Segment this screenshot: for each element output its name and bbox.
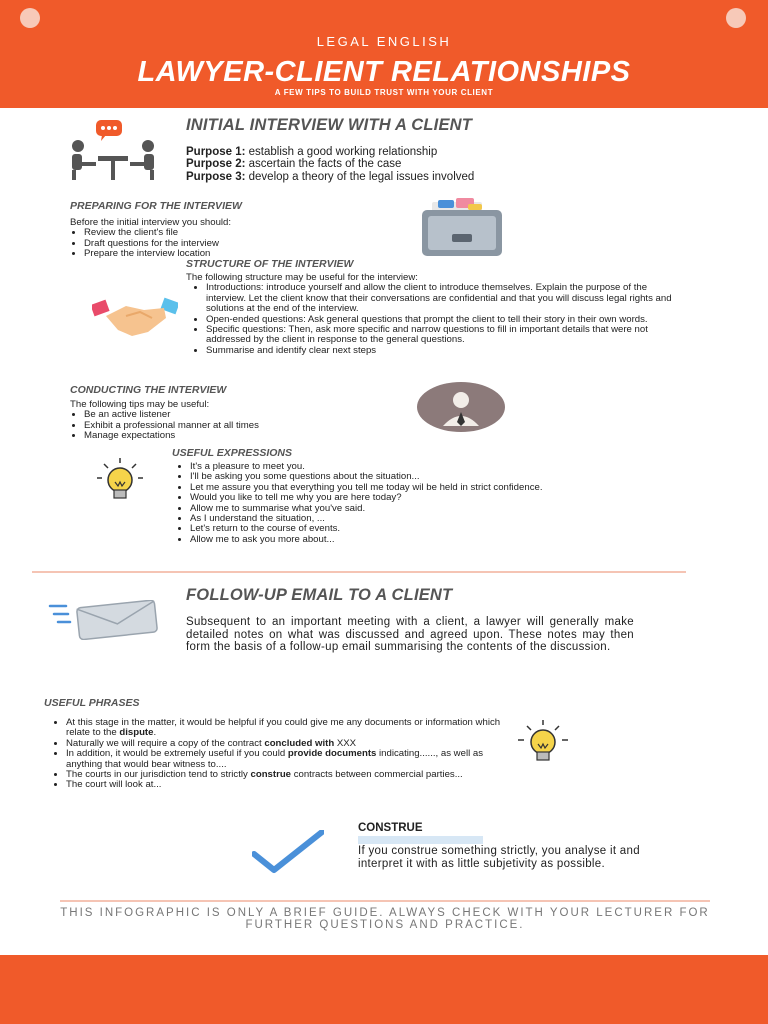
list-item: • Specific questions: Then, ask more specific and narrow questions to fill in important details that were not addressed by the client in response to the general questions.: [206, 325, 686, 346]
phrases-heading: USEFUL PHRASES: [44, 697, 140, 709]
preparing-section: [70, 218, 390, 260]
list-item: • Would you like to tell me why you are here today?: [190, 493, 676, 503]
phrase-text: contracts between commercial parties...: [291, 769, 463, 781]
phrase-keyword: concluded with: [264, 737, 335, 749]
conducting-section: [70, 400, 390, 442]
list-item: • I'll be asking you some questions about the situation...: [190, 472, 676, 482]
list-item: • Review the client's file: [84, 228, 390, 238]
decorative-dot-left: [20, 8, 40, 28]
phrase-text: .: [153, 727, 157, 739]
conducting-heading: CONDUCTING THE INTERVIEW: [70, 384, 227, 396]
list-item: [66, 780, 502, 790]
phrase-keyword: construe: [250, 769, 292, 781]
purpose-text: ascertain the facts of the case: [245, 158, 402, 171]
phrase-keyword: dispute: [119, 727, 154, 739]
list-item: • Exhibit a professional manner at all times: [84, 421, 390, 431]
purpose-text: establish a good working relationship: [245, 146, 438, 158]
structure-intro: The following structure may be useful for the interview:: [186, 272, 418, 283]
list-item: • Allow me to ask you more about...: [190, 535, 676, 545]
list-item: • Let me assure you that everything you tell me today wil be held in strict confidence.: [190, 483, 676, 493]
purpose-item: [186, 158, 646, 170]
followup-paragraph: Subsequent to an important meeting with a client, a lawyer will generally make detailed notes on what was discussed and agreed upon. These notes may then form the basis of a follow-up email summarising the contents of the discussion.: [186, 616, 634, 654]
list-item: • Allow me to summarise what you've said.: [190, 504, 676, 514]
list-item: • Open-ended questions: Ask general questions that prompt the client to tell their story in their own words.: [206, 315, 686, 325]
page-subtitle: A FEW TIPS TO BUILD TRUST WITH YOUR CLIENT: [274, 88, 494, 97]
list-item: • Manage expectations: [84, 431, 390, 441]
list-item: [66, 749, 502, 770]
expressions-list: [176, 462, 676, 545]
phrase-text: XXX: [334, 737, 357, 749]
email-icon: [48, 600, 160, 640]
phrase-text: The court will look at...: [66, 779, 162, 791]
list-item: • Introductions: introduce yourself and allow the client to introduce themselves. Explain the purpose of the interview. Let the client know that their conversations are confidential and that you will discuss legal rights and solutions at the end of the interview.: [206, 283, 686, 314]
phrases-section: [52, 718, 502, 791]
structure-section: [186, 273, 686, 356]
phrase-text: In addition, it would be extremely useful if you could: [66, 748, 288, 760]
preparing-intro: Before the initial interview you should:: [70, 217, 232, 228]
purpose-text: develop a theory of the legal issues involved: [245, 170, 475, 183]
meeting-icon: [68, 118, 160, 182]
conducting-intro: The following tips may be useful:: [70, 399, 210, 410]
conducting-list: [70, 410, 390, 441]
preparing-heading: PREPARING FOR THE INTERVIEW: [70, 200, 242, 212]
definition-term: CONSTRUE: [358, 822, 423, 834]
purpose-item: [186, 146, 646, 158]
list-item: • It's a pleasure to meet you.: [190, 462, 676, 472]
interview-heading: INITIAL INTERVIEW WITH A CLIENT: [186, 116, 473, 134]
purpose-item: [186, 171, 646, 183]
decorative-dot-right: [726, 8, 746, 28]
page-title: LAWYER-CLIENT RELATIONSHIPS: [137, 56, 631, 88]
list-item: • Draft questions for the interview: [84, 239, 390, 249]
purpose-label: Purpose 3:: [186, 170, 246, 183]
user-avatar-icon: [417, 382, 505, 432]
footer-banner: [0, 955, 768, 1024]
phrase-text: At this stage in the matter, it would be helpful if you could give me any documents or information which relate to the: [66, 717, 501, 739]
list-item: • Summarise and identify clear next steps: [206, 346, 686, 356]
structure-list: [186, 283, 686, 356]
header-kicker: LEGAL ENGLISH: [316, 34, 452, 49]
purpose-label: Purpose 1:: [186, 146, 246, 158]
phrases-list: [52, 718, 502, 791]
footer-note: THIS INFOGRAPHIC IS ONLY A BRIEF GUIDE. ALWAYS CHECK WITH YOUR LECTURER FOR FURTHER QUESTIONS AND PRACTICE.: [60, 907, 710, 931]
definition-highlight-bar: [358, 836, 483, 844]
file-drawer-icon: [418, 196, 506, 258]
list-item: [66, 718, 502, 739]
preparing-list: [70, 228, 390, 259]
lightbulb-icon: [92, 458, 148, 502]
purpose-list: [186, 146, 646, 183]
phrase-text: The courts in our jurisdiction tend to strictly: [66, 769, 251, 781]
structure-heading: STRUCTURE OF THE INTERVIEW: [186, 258, 354, 270]
phrase-text: Naturally we will require a copy of the contract: [66, 737, 265, 749]
section-divider: [32, 571, 686, 573]
checkmark-icon: [252, 830, 324, 874]
footer-divider: [60, 900, 710, 902]
lightbulb-icon: [512, 720, 574, 764]
list-item: • Be an active listener: [84, 410, 390, 420]
phrase-text: indicating......, as well as anything that would bear witness to....: [66, 748, 484, 770]
handshake-icon: [92, 296, 178, 342]
purpose-label: Purpose 2:: [186, 158, 246, 171]
followup-heading: FOLLOW-UP EMAIL TO A CLIENT: [186, 586, 453, 604]
expressions-heading: USEFUL EXPRESSIONS: [172, 447, 293, 459]
expressions-section: [176, 462, 676, 545]
definition-text: If you construe something strictly, you analyse it and interpret it with as little subjetivity as possible.: [358, 845, 640, 870]
list-item: • Let's return to the course of events.: [190, 524, 676, 534]
phrase-keyword: provide documents: [287, 748, 377, 760]
list-item: • As I understand the situation, ...: [190, 514, 676, 524]
list-item: • Prepare the interview location: [84, 249, 390, 259]
